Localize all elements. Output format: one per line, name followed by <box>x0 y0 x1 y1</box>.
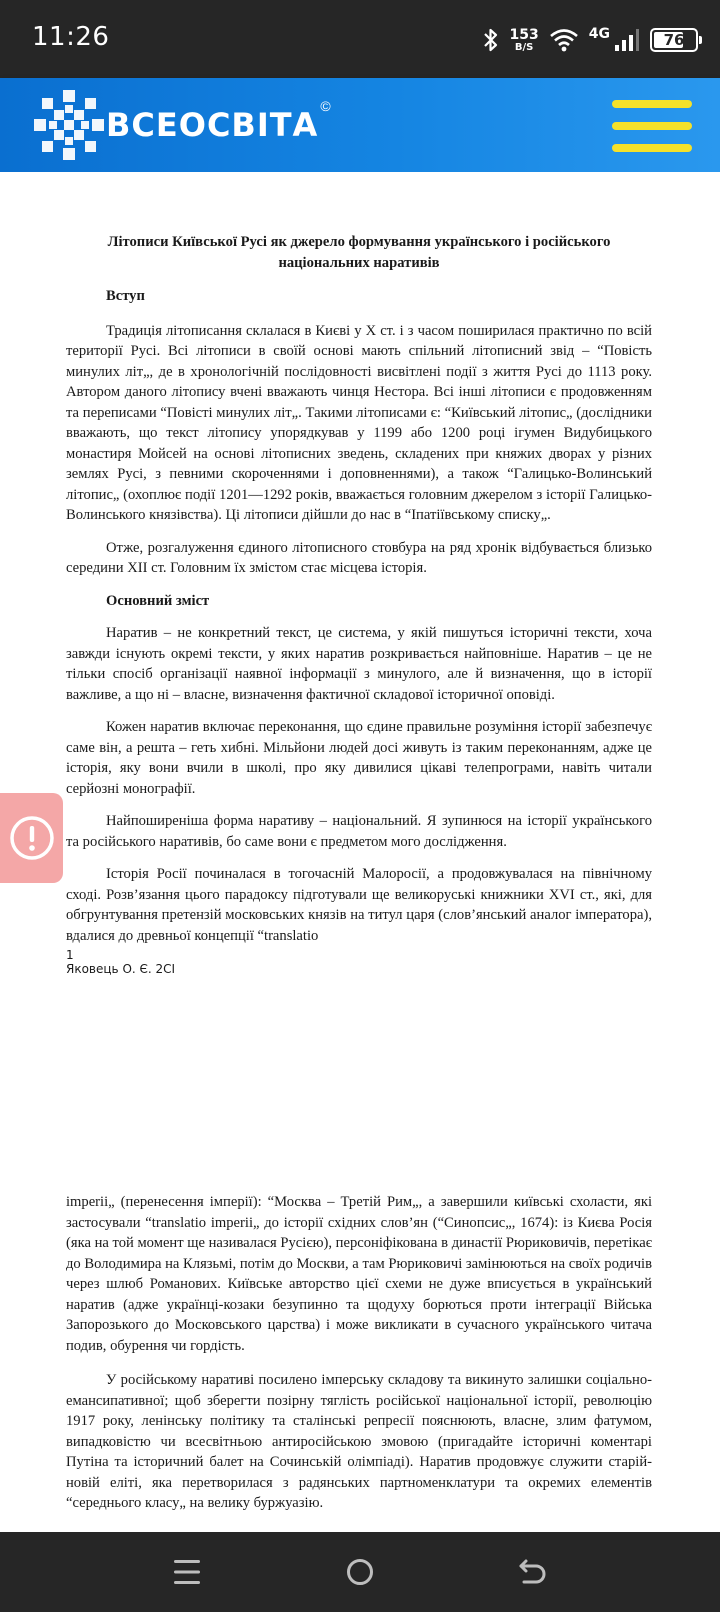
status-icons <box>482 20 698 60</box>
logo-copyright: © <box>320 98 331 114</box>
exclamation-circle-icon <box>9 815 55 861</box>
main-paragraph-1: Наратив – не конкретний текст, це система, у якій пишуться історичні тексти, хоча завжди існують окремі тексти, у яких наратив розкривається найповніше. Наратив – це не тільки спосіб організації наявної інформації з минулого, але й визначення, що в історії важливе, а що ні – власне, визначення фактичної складової історичної оповіді. <box>66 625 652 703</box>
main-paragraph-3: Найпоширеніша форма наративу – національний. Я зупинюся на історії українського та російського наративів, бо саме вони є предметом мого дослідження. <box>66 813 652 850</box>
system-nav-bar <box>0 1532 720 1612</box>
document-page-1 <box>66 232 652 976</box>
back-button[interactable] <box>503 1542 563 1602</box>
back-icon <box>518 1557 548 1587</box>
wifi-icon <box>549 28 579 52</box>
intro-paragraph-1: Традиція літописання склалася в Києві у Х ст. і з часом поширилася практично по всій території Русі. Всі літописи в своїй основі мають спільний літописний звід – “Повість минулих літ„, де в хронологічній послідовності висвітлені події з життя Русі до 1113 року. Автором даного літопису вчені вважають чинця Нестора. Всі інші літописи є продовженням та переписами “Повісті минулих літ„. Такими літописами є: “Київський літопис„ (дослідники вважають, що текст літопису упорядкував у 1199 або 1200 році ігумен Видубицького монастиря Мойсей на основі літописних зведень, складених при княжих дворах у різних землях Русі, з певними скороченнями і доповненнями), а також “Галицько-Волинський літопис„ (охоплює події 1201—1292 років, вважається головним джерелом з історії Галицько-Волинського князівства). Ці літописи дійшли до нас в “Іпатіївському списку„. <box>66 322 652 523</box>
status-time: 11:26 <box>32 22 110 52</box>
battery-icon <box>650 28 698 52</box>
network-type-label: 4G <box>588 26 610 42</box>
main-paragraph-4: Історія Росії починалася в тогочасній Малоросії, а продовжувалася на північному сході. Розв’язання цього парадоксу підготували ще великоруські книжники XVI ст., які, для обгрунтування претензій московських князів на титул царя (слов’янський аналог імператора), вдалися до древньої концепції “translatio <box>66 866 652 944</box>
report-button[interactable] <box>0 793 63 883</box>
home-icon <box>345 1557 375 1587</box>
site-logo[interactable] <box>30 86 331 164</box>
network-speed-value: 153 <box>509 26 539 43</box>
document-title: Літописи Київської Русі як джерело формування українського і російського національних наративів <box>107 234 611 271</box>
document-page-2 <box>66 1192 652 1514</box>
network-speed-unit: B/S <box>514 41 534 53</box>
intro-paragraph-2: Отже, розгалуження єдиного літописного стовбура на ряд хронік відбувається близько середини ХІІ ст. Головним їх змістом стає місцева історія. <box>66 539 652 576</box>
document-viewer[interactable] <box>0 172 720 1532</box>
status-bar <box>0 0 720 78</box>
network-speed <box>510 28 539 53</box>
menu-bar-top <box>612 100 692 108</box>
footnote-text: Яковець О. Є. 2СІ <box>66 962 176 976</box>
page2-paragraph-1: imperii„ (перенесення імперії): “Москва – Третій Рим„, а завершили київські схоласти, які застосували “translatio imperii„ до історії східних слов’ян (“Синопсис„, 1674): із Києва Росія (яка на той момент ще називалася Русією), персоніфікована в династії Рюриковичів, перетікає до Володимира на Клязьмі, потім до Москви, а там Рюриковичі замінюються на своїх родичів через шлюб Романових. Київське авторство цієї схеми не дуже вписується в український наратив (адже українці-козаки безупинно та щодуху борються проти інтеграції Війська Запорозького до Московського царства) і може викликати в сучасного українського читача подив, обурення чи гордість. <box>66 1194 652 1354</box>
menu-bar-middle <box>612 122 692 130</box>
menu-icon <box>173 1557 201 1587</box>
cell-signal-icon <box>614 28 640 52</box>
snowflake-logo-icon <box>30 86 108 164</box>
menu-bar-bottom <box>612 144 692 152</box>
site-header <box>0 78 720 172</box>
bluetooth-icon <box>482 27 500 53</box>
recent-apps-button[interactable] <box>157 1542 217 1602</box>
logo-text: ВСЕОСВІТА <box>106 106 319 144</box>
footnote-number: 1 <box>66 948 74 962</box>
main-heading: Основний зміст <box>106 592 210 609</box>
battery-level: 76 <box>663 31 685 49</box>
home-button[interactable] <box>330 1542 390 1602</box>
intro-heading: Вступ <box>106 288 145 304</box>
main-paragraph-2: Кожен наратив включає переконання, що єдине правильне розуміння історії забезпечує саме він, а решта – геть хибні. Мільйони людей досі живуть із таким переконанням, адже це історія, яку вони вчили в школі, про яку дивилися цікаві телепрограми, навіть читали серйозні монографії. <box>66 719 652 797</box>
hamburger-menu-button[interactable] <box>612 100 692 152</box>
page2-paragraph-2: У російському наративі посилено імперську складову та викинуто залишки соціально-емансипативної; щоб зберегти позірну тяглість російської національної історії, революцію 1917 року, ленінську політику та сталінські репресії пояснюють, власне, злим фатумом, випадковістю чи всесвітньою антиросійською змовою (пригадайте історичні коментарі Путіна та історичний балет на Сочинській олімпіаді). Наратив продовжує служити старій-новій еліті, яка перетворилася з радянських партноменклатури та окремих елементів “середнього класу„ на велику буржуазію. <box>66 1372 652 1511</box>
